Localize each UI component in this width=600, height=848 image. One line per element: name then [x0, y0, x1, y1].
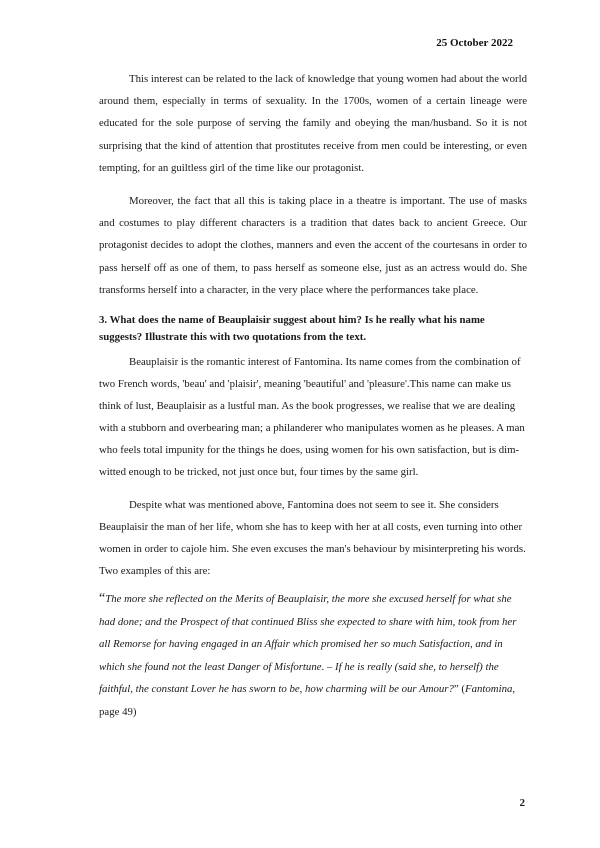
quote-text-part-1: The more she reflected on the Merits of Beauplaisir, the more she excused herself for what she had done; and the Prospect of that continued Bliss she expected to share with him, took from her all Remorse for having engaged in an Affair which promised her so much Satisfaction, and in which she found not the least Danger of Misfortune	[99, 593, 517, 673]
body-paragraph: This interest can be related to the lack of knowledge that young women had about the world around them, especially in terms of sexuality. In the 1700s, women of a certain lineage were educated for the sole purpose of serving the family and obeying the man/husband. So it is not surprising that the kind of attention that prostitutes receive from men could be interesting, or even tempting, for an guiltless girl of the time like our protagonist.	[99, 73, 527, 174]
document-body	[99, 68, 527, 723]
quote-separator: . –	[321, 660, 336, 673]
body-paragraph: Despite what was mentioned above, Fantomina does not seem to see it. She considers Beauplaisir the man of her life, whom she has to keep with her at all costs, even turning into other women in order to cajole him. She even excuses the man's behaviour by misinterpreting his words. Two examples of this are:	[99, 499, 526, 578]
quote-source-title: Fantomina	[465, 683, 513, 696]
quote-close-mark: ” (	[453, 683, 465, 696]
quote-open-mark: “	[99, 591, 106, 607]
quote-source-page: , page 49)	[99, 683, 516, 718]
body-paragraph: Beauplaisir is the romantic interest of Fantomina. Its name comes from the combination of two French words, 'beau' and 'plaisir', meaning 'beautiful' and 'pleasure'.This name can make us think of lust, Beauplaisir as a lustful man. As the book progresses, we realise that we are dealing with a stubborn and overbearing man; a philanderer who manipulates women as he pleases. A man who feels total impunity for the things he does, using women for his own satisfaction, but is dim-witted enough to be tricked, not just once but, four times by the same girl.	[99, 356, 525, 479]
page-number: 2	[519, 797, 525, 809]
page-date: 25 October 2022	[436, 37, 513, 49]
question-heading: 3. What does the name of Beauplaisir suggest about him? Is he really what his name suggests? Illustrate this with two quotations from the text.	[99, 314, 485, 343]
block-quote	[99, 588, 527, 723]
body-paragraph: Moreover, the fact that all this is taking place in a theatre is important. The use of masks and costumes to play different characters is a tradition that dates back to ancient Greece. Our protagonist decides to adopt the clothes, manners and even the accent of the courtesans in order to pass herself off as one of them, to pass herself as someone else, just as an actress would do. She transforms herself into a character, in the very place where the performances take place.	[99, 195, 527, 296]
quote-text-part-2: If he is really (said she, to herself) the faithful, the constant Lover he has sworn to be, how charming will be our Amour?	[99, 660, 499, 696]
